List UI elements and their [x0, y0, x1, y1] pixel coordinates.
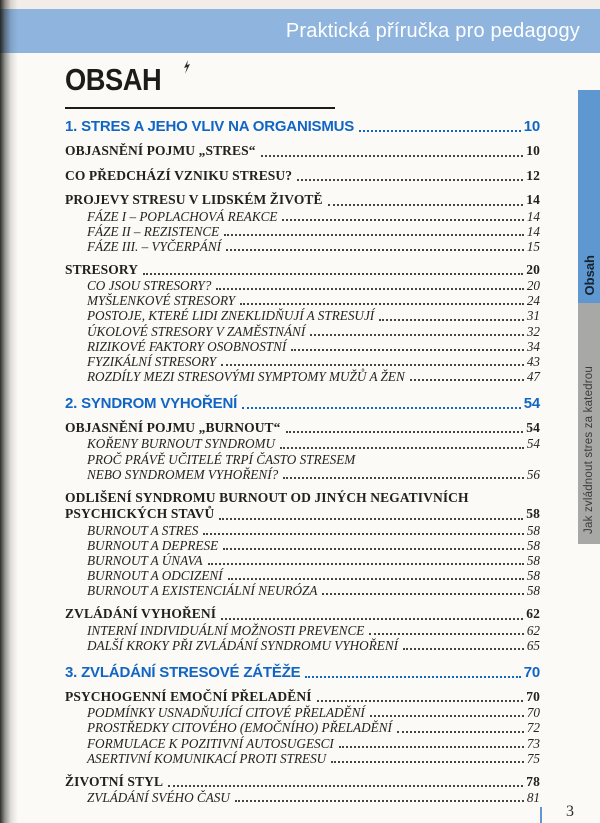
- toc-row: [65, 623, 540, 638]
- dot-leader: [310, 334, 524, 336]
- toc-entry-page: 24: [526, 293, 540, 309]
- toc-row: [65, 395, 540, 412]
- toc-entry-page: 58: [526, 506, 540, 522]
- toc-row: [65, 638, 540, 653]
- edge-tab-book-title: [578, 303, 600, 544]
- toc-row: [65, 490, 540, 507]
- pen-mark-icon: [182, 60, 192, 81]
- dot-leader: [221, 618, 523, 620]
- dot-leader: [240, 303, 524, 305]
- toc-entry-page: 58: [526, 522, 540, 538]
- toc-row: [65, 436, 540, 451]
- toc-entry-label: PSYCHOGENNÍ EMOČNÍ PŘELADĚNÍ: [65, 688, 312, 704]
- toc-row: [65, 118, 540, 135]
- dot-leader: [261, 155, 524, 157]
- toc-entry-label: 2. SYNDROM VYHOŘENÍ: [65, 394, 238, 412]
- toc-entry-page: 47: [526, 368, 540, 384]
- toc-entry-label: DALŠÍ KROKY PŘI ZVLÁDÁNÍ SYNDROMU VYHOŘENÍ: [87, 637, 399, 653]
- toc-entry-label: BURNOUT A ODCIZENÍ: [87, 568, 223, 583]
- folio-page-number: 3: [566, 803, 574, 820]
- toc-row: [65, 262, 540, 279]
- toc-entry-page: 32: [526, 323, 540, 339]
- toc-entry-page: 78: [526, 773, 540, 789]
- toc-entry-label: KOŘENY BURNOUT SYNDROMU: [87, 436, 276, 452]
- toc-row: [65, 523, 540, 538]
- toc-row: [65, 689, 540, 706]
- toc-entry-page: 58: [526, 568, 540, 583]
- toc-row: [65, 308, 540, 323]
- toc-entry-label: FÁZE I – POPLACHOVÁ REAKCE: [87, 208, 278, 224]
- toc-row: [65, 293, 540, 308]
- folio-tick: [540, 807, 543, 823]
- dot-leader: [224, 234, 524, 236]
- toc-entry-page: 58: [526, 583, 540, 599]
- toc-entry-label: ODLIŠENÍ SYNDROMU BURNOUT OD JINÝCH NEGATIVNÍCH: [65, 489, 469, 505]
- dot-leader: [208, 563, 524, 565]
- toc-row: [65, 736, 540, 751]
- toc-row: [65, 452, 540, 467]
- dot-leader: [221, 364, 524, 366]
- toc-entry-label: PROČ PRÁVĚ UČITELÉ TRPÍ ČASTO STRESEM: [87, 451, 356, 467]
- toc-entry-page: 14: [526, 223, 540, 239]
- toc-entry-page: 14: [526, 192, 540, 207]
- toc-row: [65, 209, 540, 224]
- dot-leader: [297, 179, 523, 181]
- toc-row: [65, 664, 540, 681]
- toc-row: [65, 224, 540, 239]
- toc-row: [65, 553, 540, 568]
- dot-leader: [317, 700, 524, 702]
- toc-entry-page: 70: [523, 663, 540, 681]
- toc-row: [65, 583, 540, 598]
- toc-entry-page: 12: [526, 167, 540, 183]
- toc-entry-label: BURNOUT A ÚNAVA: [87, 552, 203, 568]
- book-gutter-shadow: [0, 0, 18, 823]
- dot-leader: [168, 785, 523, 787]
- toc-entry-page: 31: [526, 308, 540, 324]
- toc-entry-label: ASERTIVNÍ KOMUNIKACÍ PROTI STRESU: [87, 750, 327, 766]
- toc-entry-page: 43: [526, 353, 540, 369]
- toc-row: [65, 606, 540, 623]
- toc-entry-page: 20: [526, 261, 540, 277]
- toc-entry-page: 54: [526, 419, 540, 435]
- toc-row: [65, 143, 540, 160]
- toc-entry-page: 65: [526, 637, 540, 653]
- dot-leader: [339, 746, 524, 748]
- toc-row: [65, 790, 540, 805]
- toc-entry-page: 75: [526, 750, 540, 766]
- toc-entry-label: ZVLÁDÁNÍ SVÉHO ČASU: [87, 790, 230, 806]
- toc-entry-label: BURNOUT A STRES: [87, 522, 199, 538]
- toc-entry-label: OBJASNĚNÍ POJMU „STRES“: [65, 143, 256, 158]
- dot-leader: [291, 349, 524, 351]
- toc-entry-page: 54: [526, 436, 540, 452]
- dot-leader: [242, 407, 521, 409]
- toc-row: [65, 705, 540, 720]
- dot-leader: [223, 548, 524, 550]
- toc-entry-page: 72: [526, 720, 540, 736]
- toc-entry-label: MYŠLENKOVÉ STRESORY: [87, 293, 236, 309]
- dot-leader: [283, 477, 524, 479]
- dot-leader: [286, 431, 524, 433]
- toc-entry-page: 10: [523, 118, 540, 135]
- dot-leader: [331, 761, 524, 763]
- toc-entry-page: 14: [526, 208, 540, 224]
- toc-entry-page: 56: [526, 466, 540, 482]
- dot-leader: [370, 715, 524, 717]
- toc-entry-label: FYZIKÁLNÍ STRESORY: [87, 353, 217, 369]
- toc-entry-label: 1. STRES A JEHO VLIV NA ORGANISMUS: [65, 118, 355, 135]
- toc-row: [65, 774, 540, 791]
- dot-leader: [282, 219, 523, 221]
- dot-leader: [235, 800, 524, 802]
- toc-entry-label: NEBO SYNDROMEM VYHOŘENÍ?: [87, 466, 279, 482]
- dot-leader: [369, 633, 524, 635]
- toc-entry-label: RIZIKOVÉ FAKTORY OSOBNOSTNÍ: [87, 338, 287, 354]
- toc-entry-label: ÚKOLOVÉ STRESORY V ZAMĚSTNÁNÍ: [87, 323, 306, 339]
- dot-leader: [322, 593, 523, 595]
- toc-row: [65, 192, 540, 209]
- toc-row: [65, 278, 540, 293]
- toc-entry-page: 62: [526, 622, 540, 638]
- toc-entry-page: 58: [526, 552, 540, 568]
- toc-row: [65, 467, 540, 482]
- toc-entry-label: 3. ZVLÁDÁNÍ STRESOVÉ ZÁTĚŽE: [65, 663, 301, 681]
- toc-entry-label: BURNOUT A DEPRESE: [87, 537, 219, 553]
- toc-entry-page: 62: [526, 606, 540, 622]
- toc-entry-label: PSYCHICKÝCH STAVŮ: [65, 506, 215, 522]
- toc-entry-label: PROJEVY STRESU V LIDSKÉM ŽIVOTĚ: [65, 192, 323, 207]
- toc-entry-label: INTERNÍ INDIVIDUÁLNÍ MOŽNOSTI PREVENCE: [87, 622, 365, 638]
- dot-leader: [359, 130, 521, 132]
- toc-entry-label: OBJASNĚNÍ POJMU „BURNOUT“: [65, 419, 281, 435]
- toc-entry-label: BURNOUT A EXISTENCIÁLNÍ NEURÓZA: [87, 583, 318, 599]
- toc-entry-page: 15: [526, 238, 540, 254]
- dot-leader: [397, 731, 524, 733]
- toc-entry-label: ŽIVOTNÍ STYL: [65, 773, 164, 789]
- dot-leader: [410, 379, 524, 381]
- dot-leader: [305, 676, 520, 678]
- dot-leader: [328, 204, 524, 206]
- title-row: [65, 62, 540, 102]
- dot-leader: [228, 578, 524, 580]
- toc-entry-label: ROZDÍLY MEZI STRESOVÝMI SYMPTOMY MUŽŮ A ŽEN: [87, 368, 405, 384]
- page-title: OBSAH: [65, 62, 162, 97]
- edge-tab-book-title-label: Jak zvládnout stres za katedrou: [583, 366, 595, 534]
- dot-leader: [203, 533, 523, 535]
- toc-entry-label: PODMÍNKY USNADŇUJÍCÍ CITOVÉ PŘELADĚNÍ: [87, 705, 365, 721]
- toc-row: [65, 420, 540, 437]
- toc-row: [65, 568, 540, 583]
- toc-entry-page: 58: [526, 537, 540, 553]
- toc-row: [65, 506, 540, 523]
- toc-row: [65, 168, 540, 185]
- dot-leader: [226, 249, 524, 251]
- toc-entry-label: STRESORY: [65, 261, 139, 277]
- dot-leader: [403, 648, 524, 650]
- scan-edge-strip: [0, 0, 600, 9]
- toc-row: [65, 720, 540, 735]
- toc-row: [65, 339, 540, 354]
- toc-row: [65, 324, 540, 339]
- edge-tab-obsah: [578, 90, 600, 303]
- toc-row: [65, 751, 540, 766]
- toc-row: [65, 354, 540, 369]
- edge-tab-obsah-label: Obsah: [581, 254, 597, 295]
- header-band: [0, 9, 600, 53]
- toc-entry-label: CO JSOU STRESORY?: [87, 278, 212, 294]
- toc-entry-label: FORMULACE K POZITIVNÍ AUTOSUGESCI: [87, 735, 334, 751]
- title-underline: [65, 107, 335, 109]
- dot-leader: [219, 518, 523, 520]
- toc-content: [65, 62, 540, 805]
- dot-leader: [216, 288, 524, 290]
- dot-leader: [143, 273, 523, 275]
- toc-row: [65, 239, 540, 254]
- toc-entry-page: 54: [523, 394, 540, 412]
- toc-entry-page: 73: [526, 735, 540, 751]
- toc-entry-page: 20: [526, 278, 540, 294]
- toc-entry-label: ZVLÁDÁNÍ VYHOŘENÍ: [65, 606, 217, 622]
- toc-entry-label: PROSTŘEDKY CITOVÉHO (EMOČNÍHO) PŘELADĚNÍ: [87, 720, 392, 736]
- toc-entry-page: 70: [526, 688, 540, 704]
- toc-row: [65, 369, 540, 384]
- toc-entry-label: POSTOJE, KTERÉ LIDI ZNEKLIDŇUJÍ A STRESUJÍ: [87, 308, 375, 324]
- toc-entry-label: CO PŘEDCHÁZÍ VZNIKU STRESU?: [65, 167, 293, 183]
- header-band-text: Praktická příručka pro pedagogy: [285, 19, 580, 42]
- toc-list: [65, 118, 540, 805]
- toc-entry-page: 70: [526, 705, 540, 721]
- dot-leader: [379, 319, 524, 321]
- toc-entry-page: 81: [526, 790, 540, 806]
- toc-entry-label: FÁZE II – REZISTENCE: [87, 223, 220, 239]
- toc-entry-page: 10: [526, 143, 540, 158]
- toc-row: [65, 538, 540, 553]
- dot-leader: [280, 447, 524, 449]
- toc-entry-page: 34: [526, 338, 540, 354]
- toc-entry-label: FÁZE III. – VYČERPÁNÍ: [87, 238, 222, 254]
